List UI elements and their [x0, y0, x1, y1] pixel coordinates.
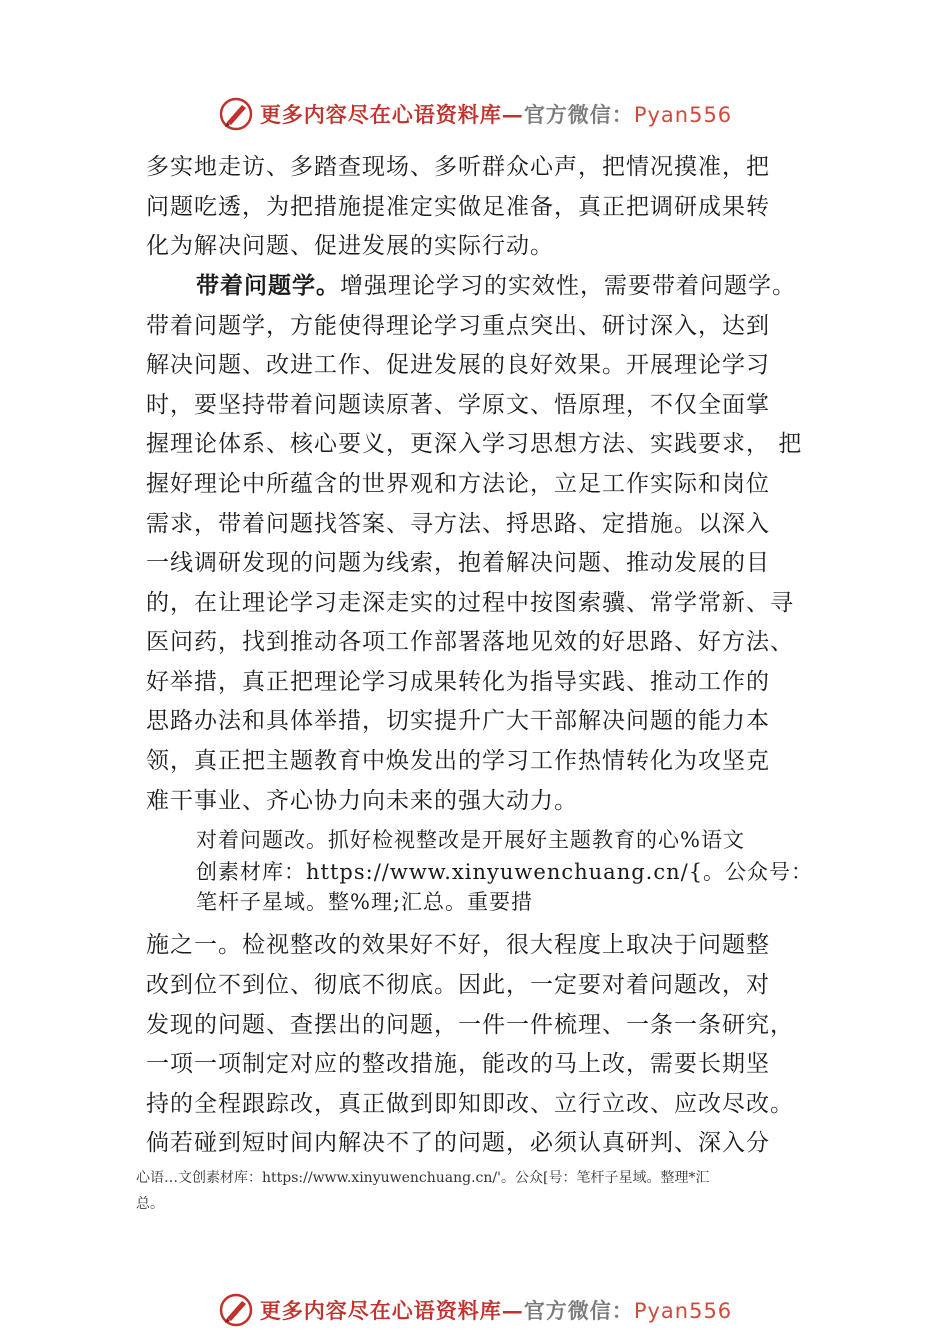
para2-line: 握理论体系、核心要义，更深入学习思想方法、实践要求， 把 — [146, 431, 803, 457]
banner-text: 更多内容尽在心语资料库—官方微信：Pyan556 — [259, 1298, 733, 1323]
para2-first-line: 带着问题学。增强理论学习的实效性，需要带着问题学。 — [196, 273, 796, 299]
para2-line: 时，要坚持带着问题读原著、学原文、悟原理，不仅全面掌 — [146, 392, 770, 418]
para3-insert-line: 创素材库：https://www.xinyuwenchuang.cn/{。公众号： — [196, 860, 814, 884]
pen-logo-icon — [218, 96, 254, 132]
para2-line: 医问药，找到推动各项工作部署落地见效的好思路、好方法、 — [146, 629, 794, 655]
para2-line: 的，在让理论学习走深走实的过程中按图索骥、常学常新、寻 — [146, 590, 794, 616]
para2-line: 思路办法和具体举措，切实提升广大干部解决问题的能力本 — [146, 708, 770, 734]
para3-line: 施之一。检视整改的效果好不好，很大程度上取决于问题整 — [146, 932, 770, 958]
para2-line: 带着问题学，方能使得理论学习重点突出、研讨深入，达到 — [146, 313, 770, 339]
para3-line: 改到位不到位、彻底不彻底。因此，一定要对着问题改，对 — [146, 972, 770, 998]
para2-line: 领，真正把主题教育中焕发出的学习工作热情转化为攻坚克 — [146, 748, 770, 774]
footer-banner — [0, 1290, 950, 1330]
footer-note-line: 总。 — [136, 1196, 164, 1212]
para1-line-1: 多实地走访、多踏查现场、多听群众心声，把情况摸准，把 — [146, 154, 770, 180]
para3-insert-line: 笔杆子星域。整%理;汇总。重要措 — [196, 890, 534, 914]
footer-note-line: 心语…文创素材库：https://www.xinyuwenchuang.cn/'。公众[号：笔杆子星域。整理*汇 — [136, 1170, 710, 1186]
para3-insert-line: 对着问题改。抓好检视整改是开展好主题教育的心%语文 — [196, 828, 745, 852]
para2-line: 好举措，真正把理论学习成果转化为指导实践、推动工作的 — [146, 669, 770, 695]
para2-heading: 带着问题学。 — [196, 273, 340, 299]
wechat-handle: Pyan556 — [633, 103, 733, 127]
header-banner — [0, 94, 950, 134]
para3-line: 持的全程跟踪改，真正做到即知即改、立行立改、应改尽改。 — [146, 1091, 794, 1117]
para3-line: 一项一项制定对应的整改措施，能改的马上改，需要长期坚 — [146, 1051, 770, 1077]
banner-text: 更多内容尽在心语资料库—官方微信：Pyan556 — [259, 102, 733, 127]
para2-line: 难干事业、齐心协力向未来的强大动力。 — [146, 788, 578, 814]
para2-line: 需求，带着问题找答案、寻方法、捋思路、定措施。以深入 — [146, 511, 770, 537]
para3-line: 倘若碰到短时间内解决不了的问题，必须认真研判、深入分 — [146, 1130, 770, 1156]
para2-line: 握好理论中所蕴含的世界观和方法论，立足工作实际和岗位 — [146, 471, 770, 497]
pen-logo-icon — [218, 1292, 254, 1328]
para2-line: 一线调研发现的问题为线索，抱着解决问题、推动发展的目 — [146, 550, 770, 576]
para1-line-2: 问题吃透，为把措施提准定实做足准备，真正把调研成果转 — [146, 194, 770, 220]
para3-line: 发现的问题、查摆出的问题，一件一件梳理、一条一条研究， — [146, 1012, 794, 1038]
para1-line-3: 化为解决问题、促进发展的实际行动。 — [146, 233, 554, 259]
para2-line: 解决问题、改进工作、促进发展的良好效果。开展理论学习 — [146, 352, 770, 378]
wechat-handle: Pyan556 — [633, 1299, 733, 1323]
